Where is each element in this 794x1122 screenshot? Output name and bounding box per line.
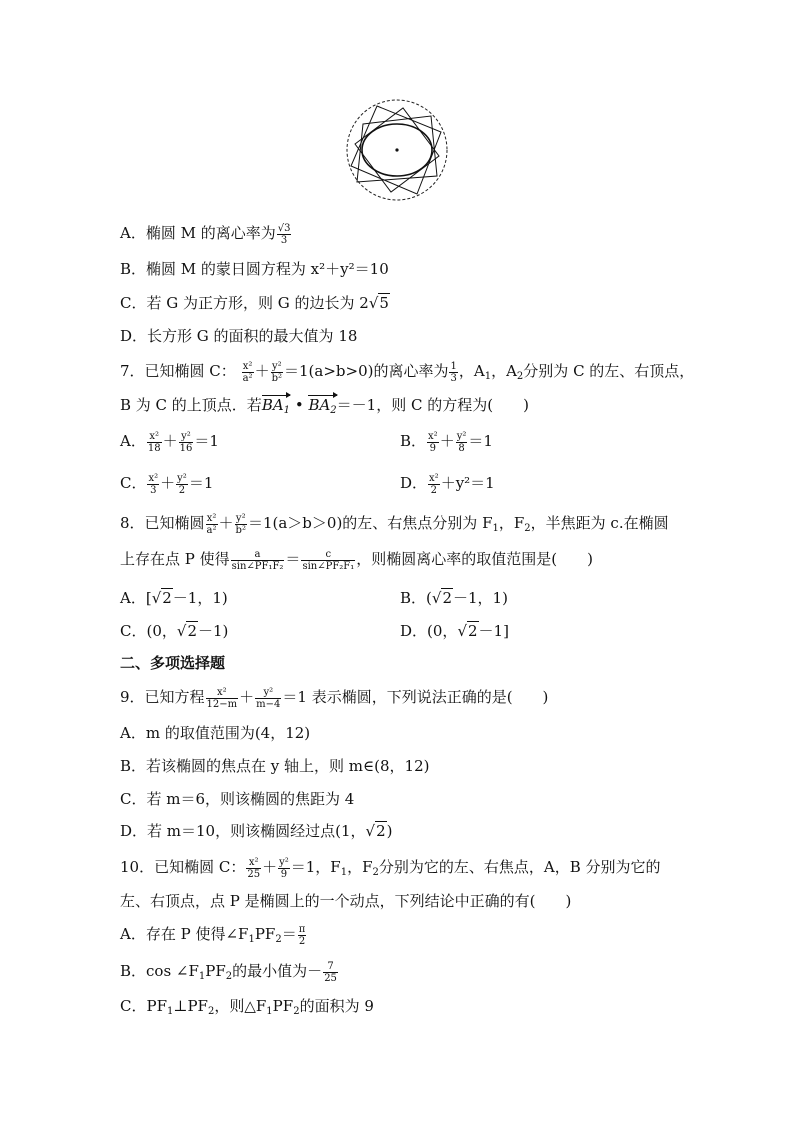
q6-option-b: B．椭圆 M 的蒙日圆方程为 x²＋y²＝10 <box>120 260 389 278</box>
q7-option-d: D． $\frac{\text{x²}}{2}$ ＋y²＝1 <box>400 472 495 496</box>
q7-option-b: B． $\frac{\text{x²}}{9}$ ＋ $\frac{\text{y²}}{8}$ ＝1 <box>400 430 493 454</box>
q9-option-a: A．m 的取值范围为(4，12) <box>120 724 311 742</box>
q10-stem-line2: 左、右顶点，点 P 是椭圆上的一个动点，下列结论中正确的有( ) <box>120 892 572 910</box>
q9-option-c: C．若 m＝6，则该椭圆的焦距为 4 <box>120 790 355 808</box>
q10-option-a: A．存在 P 使得$\angle F_1PF_2=$ $\frac{\pi}{2}$ <box>120 923 306 947</box>
q6-option-d: D．长方形 G 的面积的最大值为 18 <box>120 327 358 345</box>
q7-stem-line1: 7．已知椭圆 C： $\frac{\text{x²}}{\text{a²}}$ ＋ $\frac{\text{y²}}{\text{b²}}$ ＝1(a>b>0)的离心率为 $\frac{1}{3}$ ，$A_1$，$A_2$分别为 C 的左、右顶点， <box>120 360 695 384</box>
q10-stem-line1: 10．已知椭圆 C： $\frac{\text{x²}}{25}$ ＋ $\frac{\text{y²}}{9}$ ＝1，$F_1$，$F_2$分别为它的左、右焦点，A，B 分别为它的 <box>120 856 661 880</box>
q6-option-c: C．若 G 为正方形，则 G 的边长为 2√5 <box>120 294 389 312</box>
q8-option-b: B．(√2－1，1) <box>400 589 508 607</box>
q7-stem-line2: B 为 C 的上顶点．若$BA_1$ • $BA_2=-1$，则 C 的方程为( ) <box>120 394 529 418</box>
q6-option-a: A．椭圆 M 的离心率为 $\frac{√3}{3}$ <box>120 222 291 246</box>
q8-option-a: A．[√2－1，1) <box>120 589 228 607</box>
section-heading: 二、多项选择题 <box>120 654 226 672</box>
q8-stem-line1: 8．已知椭圆 $\frac{\text{x²}}{\text{a²}}$ ＋ $\frac{\text{y²}}{\text{b²}}$ ＝1(a＞b＞0)的左、右焦点分别为 $F_1$，$F_2$，半焦距为 c.在椭圆 <box>120 512 669 536</box>
q10-option-c: C．$PF_1\perp PF_2$，则$\triangle F_1PF_2$的面积为 9 <box>120 997 374 1017</box>
q8-option-d: D．(0，√2－1] <box>400 622 509 640</box>
q9-option-d: D．若 m＝10，则该椭圆经过点(1，√2) <box>120 822 393 840</box>
q9-stem: 9．已知方程 $\frac{\text{x²}}{12-m}$ ＋ $\frac{\text{y²}}{m-4}$ ＝1 表示椭圆，下列说法正确的是( ) <box>120 686 549 710</box>
q7-option-c: C． $\frac{\text{x²}}{3}$ ＋ $\frac{\text{y²}}{2}$ ＝1 <box>120 472 214 496</box>
q7-option-a: A． $\frac{\text{x²}}{18}$ ＋ $\frac{\text{y²}}{16}$ ＝1 <box>120 430 219 454</box>
q9-option-b: B．若该椭圆的焦点在 y 轴上，则 m∈(8，12) <box>120 757 430 775</box>
q8-option-c: C．(0，√2－1) <box>120 622 229 640</box>
q8-stem-line2: 上存在点 P 使得 $\frac{a}{\text{sin∠PF₁F₂}}$ ＝ $\frac{c}{\text{sin∠PF₂F₁}}$ ，则椭圆离心率的取值范围是( ) <box>120 548 593 572</box>
ellipse-monge-circle-figure <box>343 96 451 204</box>
q10-option-b: B．$\cos \angle F_1PF_2$的最小值为－ $\frac{7}{25}$ <box>120 960 337 984</box>
